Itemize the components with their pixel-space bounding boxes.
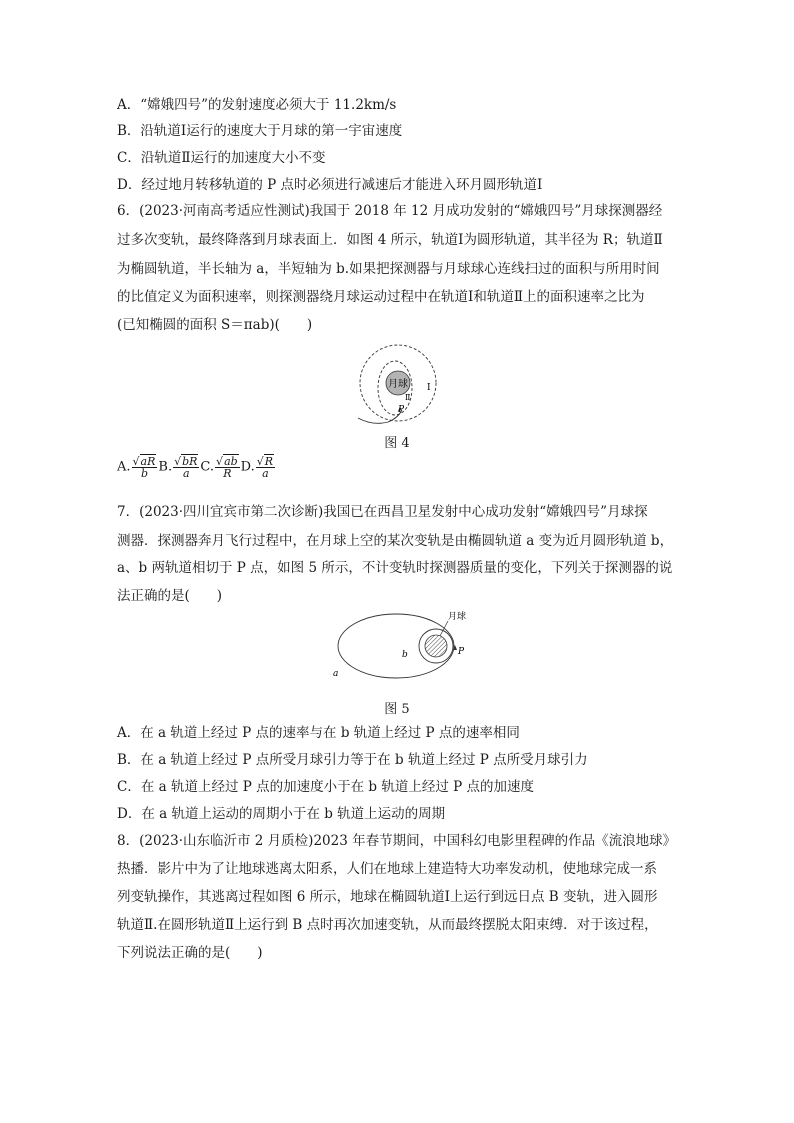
q6-option-c-label: C. <box>200 459 215 475</box>
q6-option-a-denominator: b <box>140 467 148 480</box>
point-p-label: P <box>398 405 405 415</box>
q6-option-a-numerator: aR <box>140 455 156 468</box>
moon-label: 月球 <box>448 612 467 622</box>
figure-5-orbit-diagram <box>328 610 478 690</box>
q8-stem-line-2: 热播．影片中为了让地球逃离太阳系，人们在地球上建造特大功率发动机，使地球完成一系 <box>117 861 657 877</box>
q8-stem-line-3: 列变轨操作，其逃离过程如图 6 所示，地球在椭圆轨道Ⅰ上运行到远日点 B 变轨，进入圆形 <box>117 889 658 905</box>
figure-4-caption: 图 4 <box>384 436 410 451</box>
q6-option-d-denominator: a <box>262 467 269 480</box>
moon-hatched-disc <box>425 635 447 657</box>
q7-option-b: B．在 a 轨道上经过 P 点所受月球引力等于在 b 轨道上经过 P 点所受月球引力 <box>117 752 588 768</box>
q6-option-d-numerator: R <box>264 455 274 468</box>
q7-option-c: C．在 a 轨道上经过 P 点的加速度小于在 b 轨道上经过 P 点的加速度 <box>117 779 535 795</box>
q6-option-b-fraction: $\frac{√bR}{a}$ <box>174 455 198 480</box>
q7-option-a: A．在 a 轨道上经过 P 点的速率与在 b 轨道上经过 P 点的速率相同 <box>117 725 520 741</box>
q6-option-b-label: B. <box>158 459 173 475</box>
q5-option-b: B．沿轨道Ⅰ运行的速度大于月球的第一宇宙速度 <box>117 123 403 139</box>
q6-stem-line-2: 过多次变轨，最终降落到月球表面上．如图 4 所示，轨道Ⅰ为圆形轨道，其半径为 R；轨道Ⅱ <box>117 232 663 248</box>
figure-4-orbit-diagram <box>348 340 448 430</box>
moon-label: 月球 <box>388 379 408 390</box>
q6-options <box>117 455 276 480</box>
q8-stem-line-4: 轨道Ⅱ.在圆形轨道Ⅱ上运行到 B 点时再次加速变轨，从而最终摆脱太阳束缚．对于该过程， <box>117 917 658 933</box>
orbit-b-label: b <box>402 650 408 660</box>
moon-leader-line <box>440 621 448 636</box>
q8-stem-line-1: 8．(2023·山东临沂市 2 月质检)2023 年春节期间，中国科幻电影里程碑的作品《流浪地球》 <box>117 833 677 849</box>
q6-option-c-fraction: $\frac{√ab}{R}$ <box>216 455 238 480</box>
q6-option-c-numerator: ab <box>224 455 238 468</box>
orbit-1-label: Ⅰ <box>427 383 431 393</box>
q7-stem-line-3: a、b 两轨道相切于 P 点，如图 5 所示，不计变轨时探测器质量的变化，下列关于探测器的说 <box>117 560 673 576</box>
q7-stem-line-2: 测器．探测器奔月飞行过程中，在月球上空的某次变轨是由椭圆轨道 a 变为近月圆形轨道 b， <box>117 533 674 549</box>
orbit-2-label: Ⅱ <box>405 393 411 402</box>
q6-option-d-label: D. <box>240 459 255 475</box>
q6-option-b-numerator: bR <box>182 455 198 468</box>
q6-option-a-label: A. <box>117 459 131 475</box>
q7-stem-line-4: 法正确的是( ) <box>117 588 223 604</box>
q6-stem-line-1: 6．(2023·河南高考适应性测试)我国于 2018 年 12 月成功发射的“嫦娥四号”月球探测器经 <box>117 203 663 219</box>
q6-stem-line-5: (已知椭圆的面积 S＝πab)( ) <box>117 317 313 333</box>
q6-option-c-denominator: R <box>223 467 232 480</box>
point-p-label: P <box>458 647 465 657</box>
orbit-a-label: a <box>333 669 339 679</box>
q7-option-d: D．在 a 轨道上运动的周期小于在 b 轨道上运动的周期 <box>117 806 446 822</box>
q5-option-d: D．经过地月转移轨道的 P 点时必须进行减速后才能进入环月圆形轨道Ⅰ <box>117 177 543 193</box>
q7-stem-line-1: 7．(2023·四川宜宾市第二次诊断)我国已在西昌卫星发射中心成功发射“嫦娥四号”月球探 <box>117 504 648 520</box>
q6-stem-line-3: 为椭圆轨道，半长轴为 a，半短轴为 b.如果把探测器与月球球心连线扫过的面积与所用时间 <box>117 261 660 277</box>
q5-option-c: C．沿轨道Ⅱ运行的加速度大小不变 <box>117 150 326 166</box>
q6-option-a-fraction: $\frac{√aR}{b}$ <box>132 455 156 480</box>
q8-stem-line-5: 下列说法正确的是( ) <box>117 945 263 961</box>
figure-5-caption: 图 5 <box>384 702 410 717</box>
q6-stem-line-4: 的比值定义为面积速率，则探测器绕月球运动过程中在轨道Ⅰ和轨道Ⅱ上的面积速率之比为 <box>117 289 645 305</box>
q6-option-d-fraction: $\frac{√R}{a}$ <box>256 455 274 480</box>
q5-option-a: A．“嫦娥四号”的发射速度必须大于 11.2km/s <box>117 97 397 113</box>
q6-option-b-denominator: a <box>182 467 190 480</box>
